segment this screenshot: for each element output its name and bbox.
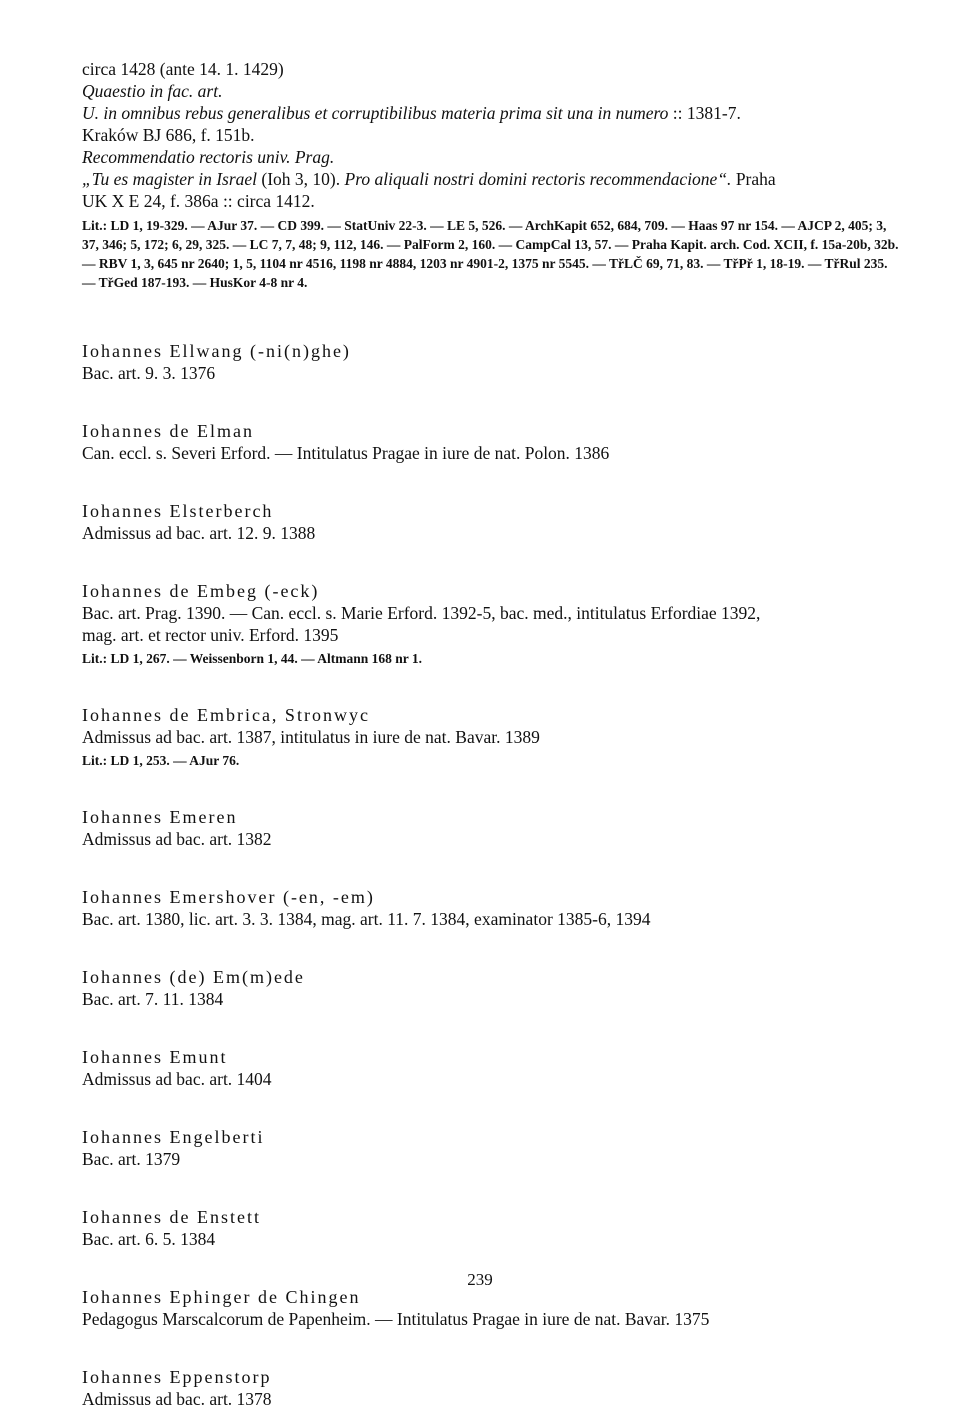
entry-detail: Admissus ad bac. art. 1382 bbox=[82, 829, 272, 849]
entry bbox=[82, 886, 902, 930]
entry bbox=[82, 1206, 902, 1250]
page-number: 239 bbox=[467, 1270, 493, 1289]
entry-literature: Lit.: LD 1, 253. — AJur 76. bbox=[82, 753, 240, 768]
incipit-continuation: Pro aliquali nostri domini rectoris recommendacione“. bbox=[344, 169, 732, 189]
entry-name: Iohannes Ephinger de Chingen bbox=[82, 1287, 361, 1307]
entry-name: Iohannes de Enstett bbox=[82, 1207, 261, 1227]
entry bbox=[82, 500, 902, 544]
entry bbox=[82, 1286, 902, 1330]
entry-name: Iohannes de Elman bbox=[82, 421, 254, 441]
entry-name: Iohannes Elsterberch bbox=[82, 501, 274, 521]
entry-detail: Bac. art. 9. 3. 1376 bbox=[82, 363, 216, 383]
entry-detail: Admissus ad bac. art. 1404 bbox=[82, 1069, 272, 1089]
entry bbox=[82, 1046, 902, 1090]
entry-detail: Bac. art. 6. 5. 1384 bbox=[82, 1229, 216, 1249]
manuscript-line-2: UK X E 24, f. 386a :: circa 1412. bbox=[82, 191, 315, 211]
entry-detail: Admissus ad bac. art. 1387, intitulatus in iure de nat. Bavar. 1389 bbox=[82, 727, 540, 747]
page-content bbox=[82, 58, 902, 1410]
entry-detail: Bac. art. 1379 bbox=[82, 1149, 181, 1169]
entry-name: Iohannes Emeren bbox=[82, 807, 238, 827]
manuscript-line: Kraków BJ 686, f. 151b. bbox=[82, 125, 255, 145]
entry-detail: Admissus ad bac. art. 1378 bbox=[82, 1389, 272, 1409]
entry bbox=[82, 704, 902, 770]
entry bbox=[82, 420, 902, 464]
entry-list bbox=[82, 340, 902, 1410]
entry-detail: Can. eccl. s. Severi Erford. — Intitulatus Pragae in iure de nat. Polon. 1386 bbox=[82, 443, 610, 463]
incipit-reference: (Ioh 3, 10). bbox=[257, 169, 345, 189]
entry bbox=[82, 1366, 902, 1410]
entry-name: Iohannes (de) Em(m)ede bbox=[82, 967, 305, 987]
incipit-date: :: 1381-7. bbox=[668, 103, 741, 123]
literature-references: Lit.: LD 1, 19-329. — AJur 37. — CD 399. — StatUniv 22-3. — LE 5, 526. — ArchKapit 652, 684, 709. — Haas 97 nr 154. — AJCP 2, 405; 3, 37, 346; 5, 172; 6, 29, 325. — LC 7, 7, 48; 9, 112, 146. — PalForm 2, 160. — CampCal 13, 57. — Praha Kapit. arch. Cod. XCII, f. 15a-20b, 32b. — RBV 1, 3, 645 nr 2640; 1, 5, 1104 nr 4516, 1198 nr 4884, 1203 nr 4901-2, 1375 nr 5545. — TřLČ 69, 71, 83. — TřPř 1, 18-19. — TřRul 235. — TřGed 187-193. — HusKor 4-8 nr 4. bbox=[82, 218, 899, 290]
entry-name: Iohannes de Embeg (-eck) bbox=[82, 581, 320, 601]
entry-detail: mag. art. et rector univ. Erford. 1395 bbox=[82, 625, 339, 645]
incipit-text: U. in omnibus rebus generalibus et corruptibilibus materia prima sit una in numero bbox=[82, 103, 669, 123]
entry bbox=[82, 340, 902, 384]
incipit-quote: „Tu es magister in Israel bbox=[82, 169, 258, 189]
entry-detail: Admissus ad bac. art. 12. 9. 1388 bbox=[82, 523, 316, 543]
date-line: circa 1428 (ante 14. 1. 1429) bbox=[82, 59, 284, 79]
entry-detail: Bac. art. 1380, lic. art. 3. 3. 1384, mag. art. 11. 7. 1384, examinator 1385-6, 1394 bbox=[82, 909, 651, 929]
entry-name: Iohannes Engelberti bbox=[82, 1127, 265, 1147]
incipit-place: Praha bbox=[731, 169, 776, 189]
entry bbox=[82, 966, 902, 1010]
entry bbox=[82, 580, 902, 668]
incipit-line-2 bbox=[82, 168, 902, 190]
work-title: Quaestio in fac. art. bbox=[82, 81, 223, 101]
entry-detail: Pedagogus Marscalcorum de Papenheim. — Intitulatus Pragae in iure de nat. Bavar. 1375 bbox=[82, 1309, 710, 1329]
entry-detail: Bac. art. Prag. 1390. — Can. eccl. s. Marie Erford. 1392-5, bac. med., intitulatus Erfordiae 1392, bbox=[82, 603, 761, 623]
entry-name: Iohannes Emershover (-en, -em) bbox=[82, 887, 375, 907]
entry bbox=[82, 806, 902, 850]
entry bbox=[82, 1126, 902, 1170]
entry-name: Iohannes de Embrica, Stronwyc bbox=[82, 705, 370, 725]
incipit-line bbox=[82, 102, 902, 124]
work-title-2: Recommendatio rectoris univ. Prag. bbox=[82, 147, 335, 167]
entry-detail: Bac. art. 7. 11. 1384 bbox=[82, 989, 224, 1009]
entry-name: Iohannes Ellwang (-ni(n)ghe) bbox=[82, 341, 351, 361]
entry-literature: Lit.: LD 1, 267. — Weissenborn 1, 44. — Altmann 168 nr 1. bbox=[82, 651, 423, 666]
entry-name: Iohannes Eppenstorp bbox=[82, 1367, 272, 1387]
entry-name: Iohannes Emunt bbox=[82, 1047, 228, 1067]
